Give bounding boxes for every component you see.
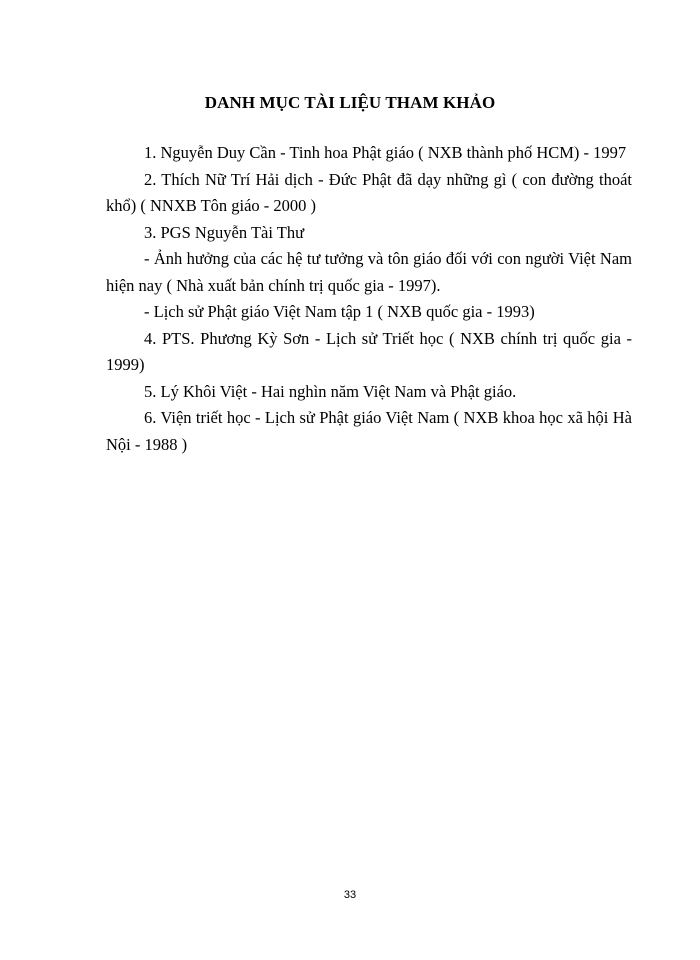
reference-continuation: hiện nay ( Nhà xuất bản chính trị quốc gia - 1997). <box>106 275 441 295</box>
reference-text: - Lịch sử Phật giáo Việt Nam tập 1 ( NXB quốc gia - 1993) <box>144 302 535 321</box>
reference-item-1 <box>106 140 632 167</box>
reference-subitem-1 <box>106 246 632 299</box>
reference-item-6 <box>106 405 632 458</box>
reference-subitem-2 <box>106 299 632 326</box>
reference-continuation: Nội - 1988 ) <box>106 434 188 454</box>
reference-item-5 <box>106 379 632 406</box>
page-number: 33 <box>343 889 357 901</box>
reference-item-2 <box>106 167 632 220</box>
reference-text: 4. PTS. Phương Kỳ Sơn - Lịch sử Triết học ( NXB chính trị quốc gia - <box>144 328 632 348</box>
reference-text: - Ảnh hưởng của các hệ tư tưởng và tôn giáo đối với con người Việt Nam <box>144 249 632 268</box>
reference-item-4 <box>106 326 632 379</box>
reference-continuation: khổ) ( NNXB Tôn giáo - 2000 ) <box>106 196 317 215</box>
reference-list <box>106 140 632 458</box>
page-title: DANH MỤC TÀI LIỆU THAM KHẢO <box>204 93 496 112</box>
reference-continuation: 1999) <box>106 355 145 374</box>
reference-text: 3. PGS Nguyễn Tài Thư <box>144 222 305 242</box>
reference-text: 6. Viện triết học - Lịch sử Phật giáo Việt Nam ( NXB khoa học xã hội Hà <box>144 408 632 427</box>
reference-item-3 <box>106 220 632 247</box>
reference-text: 5. Lý Khôi Việt - Hai nghìn năm Việt Nam và Phật giáo. <box>144 381 517 401</box>
reference-text: 2. Thích Nữ Trí Hải dịch - Đức Phật đã dạy những gì ( con đường thoát <box>144 169 632 189</box>
reference-text: 1. Nguyễn Duy Cần - Tinh hoa Phật giáo ( NXB thành phố HCM) - 1997 <box>144 143 627 162</box>
